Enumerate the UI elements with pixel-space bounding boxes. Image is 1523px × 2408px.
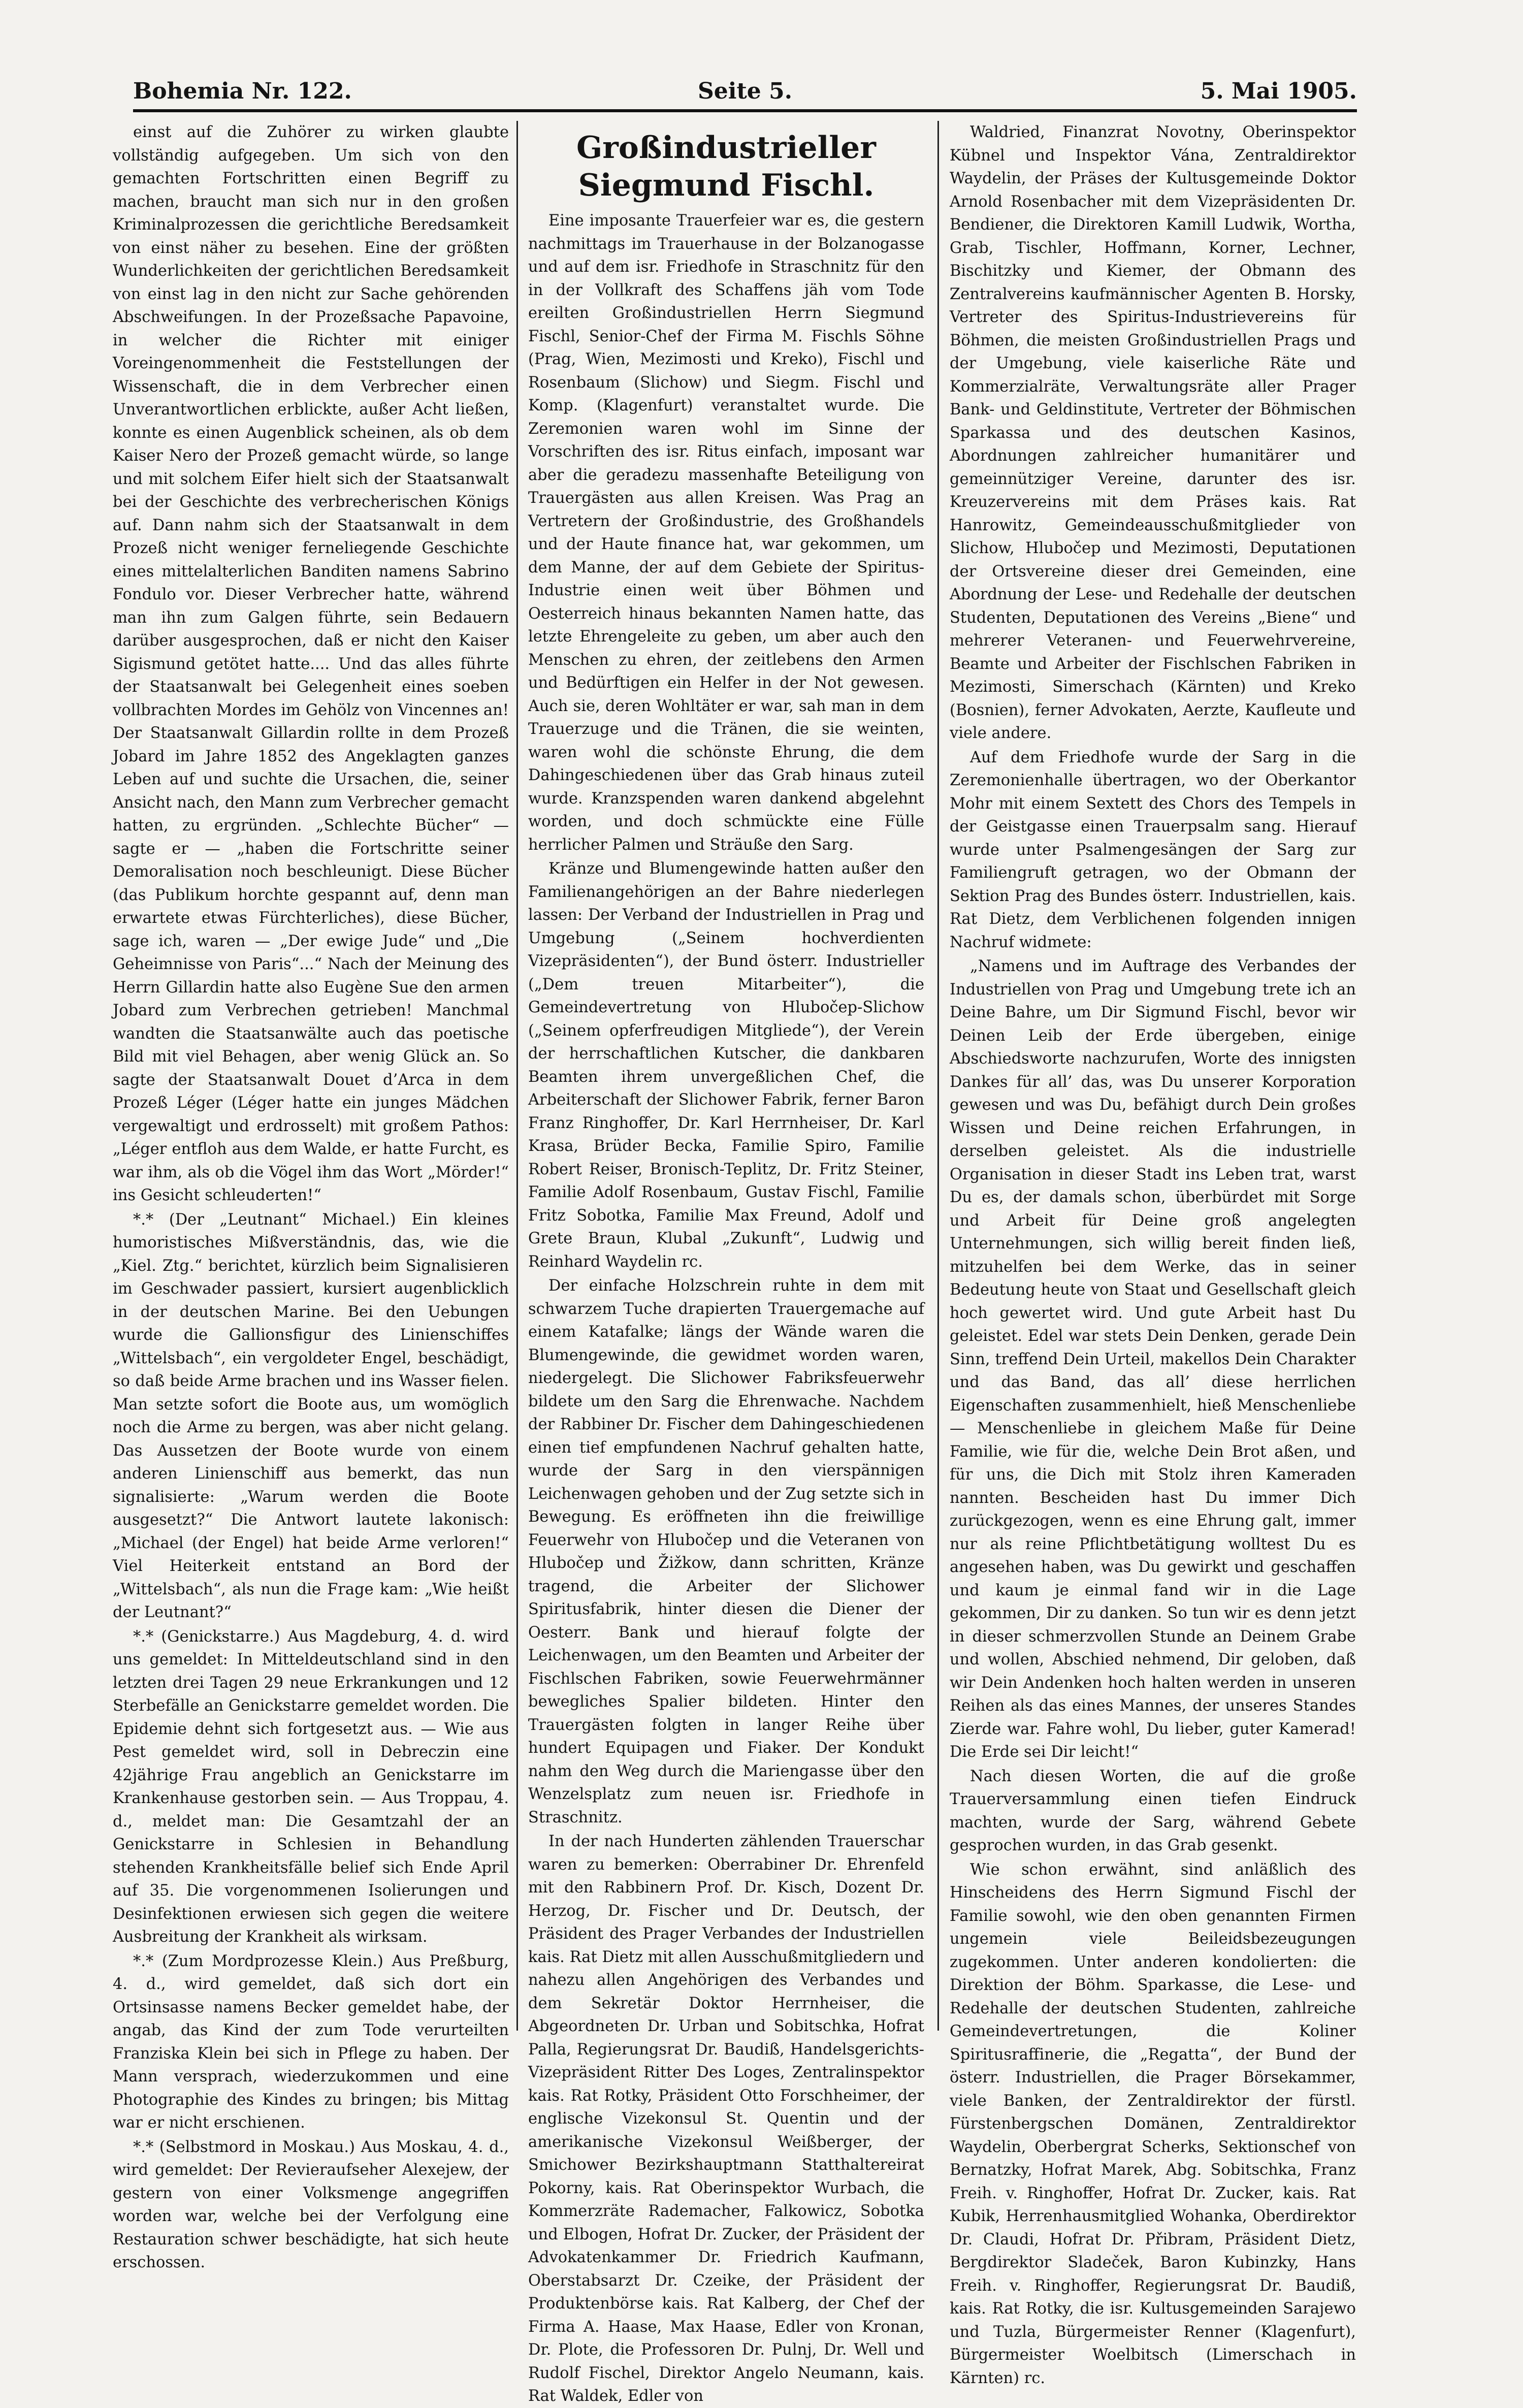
news-item-mordprozess-klein: *.* (Zum Mordprozesse Klein.) Aus Preßburg, 4. d., wird gemeldet, daß sich dort ein Ortsinsasse namens Becker gemeldet habe, der angab, das Kind der zum Tode verurteilten Franziska Klein bei sich in Pflege zu haben. Der Mann versprach, wiederzukommen und eine Photographie des Kindes zu bringen; bis Mittag war er nicht erschienen. — [113, 1952, 509, 2132]
news-item-leutnant-michael: *.* (Der „Leutnant“ Michael.) Ein kleines humoristisches Mißverständnis, das, wie die „Kiel. Ztg.“ berichtet, kürzlich beim Signalisieren im Geschwader passiert, kursiert augenblicklich in der deutschen Marine. Bei den Uebungen wurde die Gallionsfigur des Linienschiffes „Wittelsbach“, ein vergoldeter Engel, beschädigt, so daß beide Arme brachen und ins Wasser fielen. Man setzte sofort die Boote aus, um womöglich noch die Arme zu bergen, was aber nicht gelang. Das Aussetzen der Boote wurde von einem anderen Linienschiff aus bemerkt, das nun signalisierte: „Warum werden die Boote ausgesetzt?“ Die Antwort lautete lakonisch: „Michael (der Engel) hat beide Arme verloren!“ Viel Heiterkeit entstand an Bord der „Wittelsbach“, als nun die Frage kam: „Wie heißt der Leutnant?“ — [113, 1210, 509, 1621]
column-divider — [937, 121, 939, 2031]
article-paragraph: Auf dem Friedhofe wurde der Sarg in die Zeremonienhalle übertragen, wo der Oberkantor Mohr mit einem Sextett des Chors des Tempels in der Geistgasse einen Trauerpsalm sang. Hierauf wurde unter Psalmengesängen der Sarg zur Familiengruft getragen, wo der Obmann der Sektion Prag des Bundes österr. Industriellen, kais. Rat Dietz, dem Verblichenen folgenden innigen Nachruf widmete: — [950, 748, 1356, 951]
article-paragraph: Nach diesen Worten, die auf die große Trauerversammlung einen tiefen Eindruck machten, wurde der Sarg, während Gebete gesprochen wurden, in das Grab gesenkt. — [950, 1767, 1356, 1854]
article-paragraph: Der einfache Holzschrein ruhte in dem mit schwarzem Tuche drapierten Trauergemache auf einem Katafalke; längs der Wände waren die Blumengewinde, die gewidmet worden waren, niedergelegt. Die Slichower Fabriksfeuerwehr bildete um den Sarg die Ehrenwache. Nachdem der Rabbiner Dr. Fischer dem Dahingeschiedenen einen tief empfundenen Nachruf gehalten hatte, wurde der Sarg in den vierspännigen Leichenwagen gehoben und der Zug setzte sich in Bewegung. Es eröffneten ihn die freiwillige Feuerwehr von Hlubočep und die Veteranen von Hlubočep und Žižkow, dann schritten, Kränze tragend, die Arbeiter der Slichower Spiritusfabrik, hinter diesen die Diener der Oesterr. Bank und hierauf folgte der Leichenwagen, um den Beamten und Arbeiter der Fischlschen Fabriken, sowie Feuerwehrmänner bewegliches Spalier bildeten. Hinter den Trauergästen folgten in langer Reihe über hundert Equipagen und Fiaker. Der Kondukt nahm den Weg durch die Mariengasse über den Wenzelsplatz zum neuen isr. Friedhofe in Straschnitz. — [528, 1277, 924, 1826]
page-number: Seite 5. — [697, 78, 793, 104]
news-item-selbstmord-moskau: *.* (Selbstmord in Moskau.) Aus Moskau, 4. d., wird gemeldet: Der Revieraufseher Alexejew, der gestern von einer Volksmenge angegriffen worden war, welche bei der Verfolgung eine Restauration schwer beschädigte, hat sich heute erschossen. — [113, 2138, 509, 2271]
page-header — [133, 71, 1357, 112]
column-divider — [516, 121, 518, 2031]
article-paragraph: Wie schon erwähnt, sind anläßlich des Hinscheidens des Herrn Sigmund Fischl der Familie sowohl, wie den oben genannten Firmen ungemein viele Beileidsbezeugungen zugekommen. Unter anderen kondolierten: die Direktion der Böhm. Sparkasse, die Lese- und Redehalle der deutschen Studenten, zahlreiche Gemeindevertretungen, die Koliner Spiritusraffinerie, die „Regatta“, der Bund der österr. Industriellen, die Prager Börsekammer, viele Banken, der Zentraldirektor der fürstl. Fürstenbergschen Domänen, Zentraldirektor Waydelin, Oberbergrat Scherks, Sektionschef von Bernatzky, Hofrat Marek, Abg. Sobitschka, Franz Freih. v. Ringhoffer, Hofrat Dr. Zucker, kais. Rat Kubik, Herrenhausmitglied Wohanka, Oberdirektor Dr. Claudi, Hofrat Dr. Přibram, Präsident Dietz, Bergdirektor Sladeček, Baron Kubinzky, Hans Freih. v. Ringhoffer, Regierungsrat Dr. Baudiß, kais. Rat Rotky, die isr. Kultusgemeinden Sarajewo und Tuzla, Bürgermeister Renner (Klagenfurt), Bürgermeister Woelbitsch (Limerschach in Kärnten) rc. — [950, 1860, 1356, 2387]
article-paragraph: Eine imposante Trauerfeier war es, die gestern nachmittags im Trauerhause in der Bolzanogasse und auf dem isr. Friedhofe in Straschnitz für den in der Vollkraft des Schaffens jäh vom Tode ereilten Großindustriellen Herrn Siegmund Fischl, Senior-Chef der Firma M. Fischls Söhne (Prag, Wien, Mezimosti und Kreko), Fischl und Rosenbaum (Slichow) und Siegm. Fischl und Komp. (Klagenfurt) veranstaltet wurde. Die Zeremonien waren wohl im Sinne der Vorschriften des isr. Ritus einfach, imposant war aber die geradezu massenhafte Beteiligung von Trauergästen aus allen Kreisen. Was Prag an Vertretern der Großindustrie, des Großhandels und der Haute finance hat, war gekommen, um dem Manne, der auf dem Gebiete der Spiritus-Industrie einen weit über Böhmen und Oesterreich hinaus bekannten Namen hatte, das letzte Ehrengeleite zu geben, um aber auch den Menschen zu ehren, der zeitlebens den Armen und Bedürftigen ein Helfer in der Not gewesen. Auch sie, deren Wohltäter er war, sah man in dem Trauerzuge und die Tränen, die sie weinten, waren wohl die schönste Ehrung, die dem Dahingeschiedenen über das Grab hinaus zuteil wurde. Kranzspenden waren dankend abgelehnt worden, und doch schmückte eine Fülle herrlicher Palmen und Sträuße den Sarg. — [528, 212, 924, 854]
column-right — [950, 121, 1356, 2387]
article-paragraph: In der nach Hunderten zählenden Trauerschar waren zu bemerken: Oberrabiner Dr. Ehrenfeld mit den Rabbinern Prof. Dr. Kisch, Dozent Dr. Herzog, Dr. Fischer und Dr. Deutsch, der Präsident des Prager Verbandes der Industriellen kais. Rat Dietz mit allen Ausschußmitgliedern und nahezu allen Angehörigen des Verbandes und dem Sekretär Doktor Herrnheiser, die Abgeordneten Dr. Urban und Sobitschka, Hofrat Palla, Regierungsrat Dr. Baudiß, Handelsgerichts-Vizepräsident Ritter Des Loges, Zentralinspektor kais. Rat Rotky, Präsident Otto Forschheimer, der englische Vizekonsul St. Quentin und der amerikanische Vizekonsul Weißberger, der Smichower Bezirkshauptmann Statthaltereirat Pokorny, kais. Rat Oberinspektor Wurbach, die Kommerzräte Rademacher, Falkowicz, Sobotka und Elbogen, Hofrat Dr. Zucker, der Präsident der Advokatenkammer Dr. Friedrich Kaufmann, Oberstabsarzt Dr. Czeike, der Präsident der Produktenbörse kais. Rat Kalberg, der Chef der Firma A. Haase, Max Haase, Edler von Kronan, Dr. Plote, die Professoren Dr. Pulnj, Dr. Well und Rudolf Fischel, Direktor Angelo Neumann, kais. Rat Waldek, Edler von — [528, 1833, 924, 2405]
issue-date: 5. Mai 1905. — [1200, 78, 1357, 104]
column-middle — [528, 121, 924, 2405]
header-rule — [133, 109, 1357, 112]
eulogy-paragraph: „Namens und im Auftrage des Verbandes der Industriellen von Prag und Umgebung trete ich an Deine Bahre, um Dir Sigmund Fischl, bevor wir Deinen Leib der Erde übergeben, einige Abschiedsworte nachzurufen, Worte des innigsten Dankes für all’ das, was Du unserer Korporation gewesen und was Du, befähigt durch Dein großes Wissen und Deine reichen Erfahrungen, in derselben geleistet. Als die industrielle Organisation in dieser Stadt ins Leben trat, warst Du es, der damals schon, überbürdet mit Sorge und Arbeit für Deine groß angelegten Unternehmungen, sich willig bereit finden ließ, mitzuhelfen bei dem Werke, das in seiner Bedeutung heute von Staat und Gesellschaft gleich hoch gewertet wird. Und gute Arbeit hast Du geleistet. Edel war stets Dein Denken, gerade Dein Sinn, treffend Dein Urteil, makellos Dein Charakter und das Band, das all’ diese herrlichen Eigenschaften zusammenhielt, hieß Menschenliebe — Menschenliebe in gleichem Maße für Deine Familie, wie für die, welche Dein Brot aßen, und für uns, die Dich mit Stolz ihren Kameraden nannten. Bescheiden hast Du immer Dich zurückgezogen, wenn es eine Ehrung galt, immer nur als reine Pflichtbetätigung wolltest Du es angesehen haben, was Du gewirkt und geschaffen und kaum je einmal fand wir in die Lage gekommen, Dir zu danken. So tun wir es denn jetzt in dieser schmerzvollen Stunde an Deinem Grabe und wollen, Abschied nehmend, Dir geloben, daß wir Dein Andenken hoch halten werden in unseren Reihen als das eines Mannes, der unseres Standes Zierde war. Fahre wohl, Du lieber, guter Kamerad! Die Erde sei Dir leicht!“ — [950, 957, 1356, 1761]
article-paragraph: Kränze und Blumengewinde hatten außer den Familienangehörigen an der Bahre niederlegen lassen: Der Verband der Industriellen in Prag und Umgebung („Seinem hochverdienten Vizepräsidenten“), der Bund österr. Industrieller („Dem treuen Mitarbeiter“), die Gemeindevertretung von Hlubočep-Slichow („Seinem opferfreudigen Mitgliede“), der Verein der herrschaftlichen Kutscher, die dankbaren Beamten ihrem unvergeßlichen Chef, die Arbeiterschaft der Slichower Fabrik, ferner Baron Franz Ringhoffer, Dr. Karl Herrnheiser, Dr. Karl Krasa, Brüder Becka, Familie Spiro, Familie Robert Reiser, Bronisch-Teplitz, Dr. Fritz Steiner, Familie Adolf Rosenbaum, Gustav Fischl, Familie Fritz Sobotka, Familie Max Freund, Adolf und Grete Braun, Klubal „Zukunft“, Ludwig und Reinhard Waydelin rc. — [528, 860, 924, 1271]
column-left — [113, 121, 509, 2271]
article-paragraph: einst auf die Zuhörer zu wirken glaubte vollständig aufgegeben. Um sich von den gemachten Fortschritten einen Begriff zu machen, braucht man sich nur in den großen Kriminalprozessen die gerichtliche Beredsamkeit von einst näher zu besehen. Eine der größten Wunderlichkeiten der gerichtlichen Beredsamkeit von einst lag in den nicht zur Sache gehörenden Abschweifungen. In der Prozeßsache Papavoine, in welcher die Richter mit einiger Voreingenommenheit die Feststellungen der Wissenschaft, die in dem Verbrecher einen Unverantwortlichen erblickte, außer Acht ließen, konnte es einen Augenblick scheinen, als ob dem Kaiser Nero der Prozeß gemacht würde, so lange und mit solchem Eifer hielt sich der Staatsanwalt bei der Geschichte des verbrecherischen Königs auf. Dann nahm sich der Staatsanwalt in dem Prozeß nicht weniger ferneliegende Geschichte eines mittelalterlichen Banditen namens Sabrino Fondulo vor. Dieser Verbrecher hatte, während man ihn zum Galgen führte, sein Bedauern darüber ausgesprochen, daß er nicht den Kaiser Sigismund getötet hatte.... Und das alles führte der Staatsanwalt bei Gelegenheit eines soeben vollbrachten Mordes im Gehölz von Vincennes an! Der Staatsanwalt Gillardin rollte in dem Prozeß Jobard im Jahre 1852 des Angeklagten ganzes Leben auf und suchte die Ursachen, die, seiner Ansicht nach, den Mann zum Verbrecher gemacht hatten, zu ergründen. „Schlechte Bücher“ — sagte er — „haben die Fortschritte seiner Demoralisation noch beschleunigt. Diese Bücher (das Publikum horchte gespannt auf, denn man erwartete etwas Fürchterliches), diese Bücher, sage ich, waren — „Der ewige Jude“ und „Die Geheimnisse von Paris“...“ Nach der Meinung des Herrn Gillardin hatte also Eugène Sue den armen Jobard zum Verbrechen getrieben! Manchmal wandten die Staatsanwälte auch das poetische Bild mit viel Behagen, aber wenig Glück an. So sagte der Staatsanwalt Douet d’Arca in dem Prozeß Léger (Léger hatte ein junges Mädchen vergewaltigt und erdrosselt) mit großem Pathos: „Léger entfloh aus dem Walde, er hatte Furcht, es war ihm, als ob die Vögel ihm das Wort „Mörder!“ ins Gesicht schleuderten!“ — [113, 123, 509, 1204]
masthead: Bohemia Nr. 122. — [133, 78, 352, 104]
article-title: Großindustrieller Siegmund Fischl. — [576, 130, 876, 203]
news-item-genickstarre: *.* (Genickstarre.) Aus Magdeburg, 4. d. wird uns gemeldet: In Mitteldeutschland sind in den letzten drei Tagen 29 neue Erkrankungen und 12 Sterbefälle an Genickstarre gemeldet worden. Die Epidemie dehnt sich fortgesetzt aus. — Wie aus Pest gemeldet wird, soll in Debreczin eine 42jährige Frau angeblich an Genickstarre im Krankenhause gestorben sein. — Aus Troppau, 4. d., meldet man: Die Gesamtzahl der an Genickstarre in Schlesien in Behandlung stehenden Krankheitsfälle belief sich Ende April auf 35. Die vorgenommenen Isolierungen und Desinfektionen erwiesen sich gegen die weitere Ausbreitung der Krankheit als wirksam. — [113, 1627, 509, 1946]
article-paragraph: Waldried, Finanzrat Novotny, Oberinspektor Kübnel und Inspektor Vána, Zentraldirektor Waydelin, der Präses der Kultusgemeinde Doktor Arnold Rosenbacher mit dem Vizepräsidenten Dr. Bendiener, die Direktoren Kamill Ludwik, Wortha, Grab, Tischler, Hoffmann, Korner, Lechner, Bischitzky und Kiemer, der Obmann des Zentralvereins kaufmännischer Agenten B. Horsky, Vertreter des Spiritus-Industrievereins für Böhmen, die meisten Großindustriellen Prags und der Umgebung, viele kaiserliche Räte und Kommerzialräte, Verwaltungsräte aller Prager Bank- und Geldinstitute, Vertreter der Böhmischen Sparkassa und des deutschen Kasinos, Abordnungen zahlreicher humanitärer und gemeinnütziger Vereine, darunter des isr. Kreuzervereins mit dem Präses kais. Rat Hanrowitz, Gemeindeausschußmitglieder von Slichow, Hlubočep und Mezimosti, Deputationen der Ortsvereine dieser drei Gemeinden, eine Abordnung der Lese- und Redehalle der deutschen Studenten, Deputationen des Vereins „Biene“ und mehrerer Veteranen- und Feuerwehrvereine, Beamte und Arbeiter der Fischlschen Fabriken in Mezimosti, Simerschach (Kärnten) und Kreko (Bosnien), ferner Advokaten, Aerzte, Kaufleute und viele andere. — [950, 123, 1356, 742]
